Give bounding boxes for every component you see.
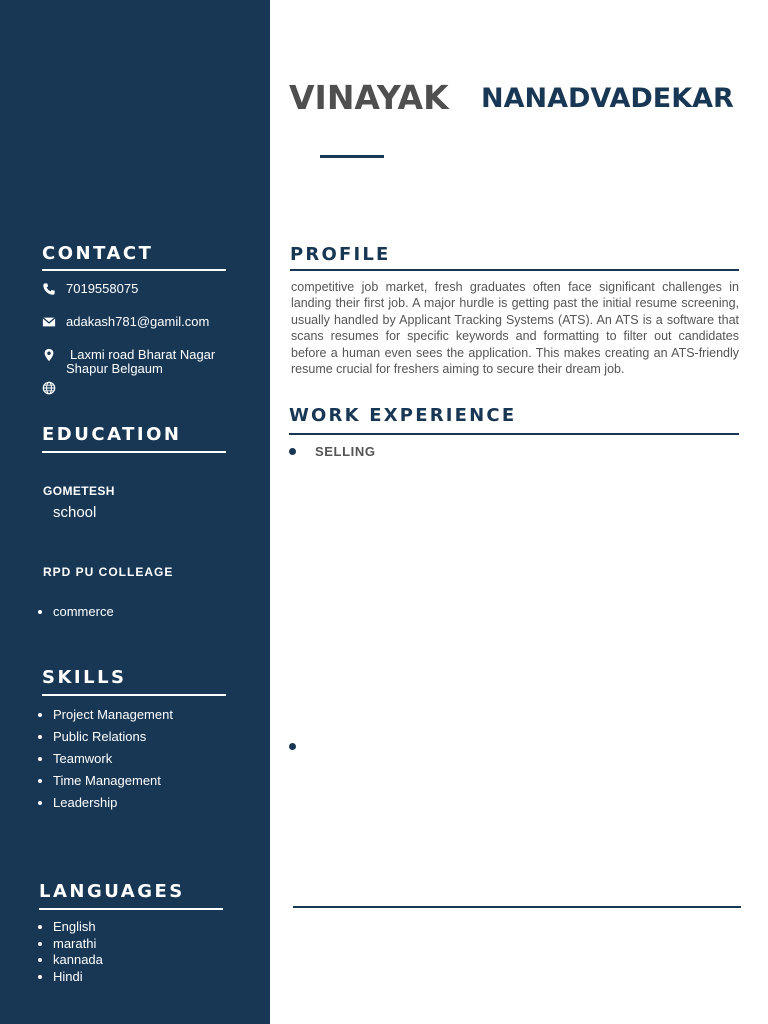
list-item: • Project Management (53, 704, 173, 726)
list-item: • marathi (53, 936, 103, 953)
skills-list (38, 704, 173, 814)
address-block (66, 348, 215, 376)
empty-bullet (289, 743, 296, 750)
phone-icon (42, 282, 56, 296)
work-experience-heading: WORK EXPERIENCE (289, 405, 517, 426)
work-bullet (289, 448, 296, 455)
phone-number[interactable]: 7019558075 (66, 281, 139, 296)
contact-phone (42, 282, 138, 296)
skills-heading: SKILLS (42, 667, 127, 688)
list-item: • kannada (53, 952, 103, 969)
list-item: • Hindi (53, 969, 103, 986)
education-institution-1: GOMETESH (43, 484, 115, 498)
profile-divider (290, 269, 739, 271)
languages-list (38, 919, 103, 985)
education-institution-2: RPD PU COLLEAGE (43, 565, 174, 579)
contact-heading: CONTACT (42, 243, 154, 264)
email-address[interactable]: adakash781@gamil.com (66, 314, 210, 329)
footer-divider (293, 906, 741, 908)
profile-summary: competitive job market, fresh graduates often face significant challenges in landing their first job. A major hurdle is getting past the initial resume screening, usually handled by Applicant Tracking Systems (ATS). An ATS is a software that scans resumes for specific keywords and formatting to filter out candidates before a human even sees the application. This makes creating an ATS-friendly resume crucial for freshers aiming to secure their dream job. (291, 280, 739, 377)
contact-divider (42, 269, 226, 271)
contact-email (42, 315, 209, 329)
skills-divider (42, 694, 226, 696)
education-heading: EDUCATION (42, 424, 182, 445)
contact-website (42, 381, 66, 395)
list-item: • Time Management (53, 770, 173, 792)
work-experience-divider (289, 433, 739, 435)
languages-heading: LANGUAGES (39, 881, 185, 902)
location-pin-icon (42, 348, 56, 362)
education-divider (42, 451, 226, 453)
education-detail-2: • commerce (53, 603, 114, 620)
list-item: • English (53, 919, 103, 936)
profile-heading: PROFILE (290, 244, 391, 265)
list-item: • Public Relations (53, 726, 173, 748)
first-name: VINAYAK (289, 78, 449, 117)
contact-address (42, 348, 215, 376)
name-underline (320, 155, 384, 158)
last-name: NANADVADEKAR (481, 83, 734, 114)
languages-divider (39, 908, 223, 910)
sidebar (0, 0, 270, 1024)
list-item: • Leadership (53, 792, 173, 814)
work-item: SELLING (315, 444, 376, 459)
address-line-2: Shapur Belgaum (66, 361, 163, 376)
list-item: • Teamwork (53, 748, 173, 770)
email-icon (42, 315, 56, 329)
education-detail-1: school (53, 504, 97, 521)
globe-icon (42, 381, 56, 395)
address-line-1: Laxmi road Bharat Nagar (70, 347, 216, 362)
education-detail-list-2 (38, 603, 114, 620)
